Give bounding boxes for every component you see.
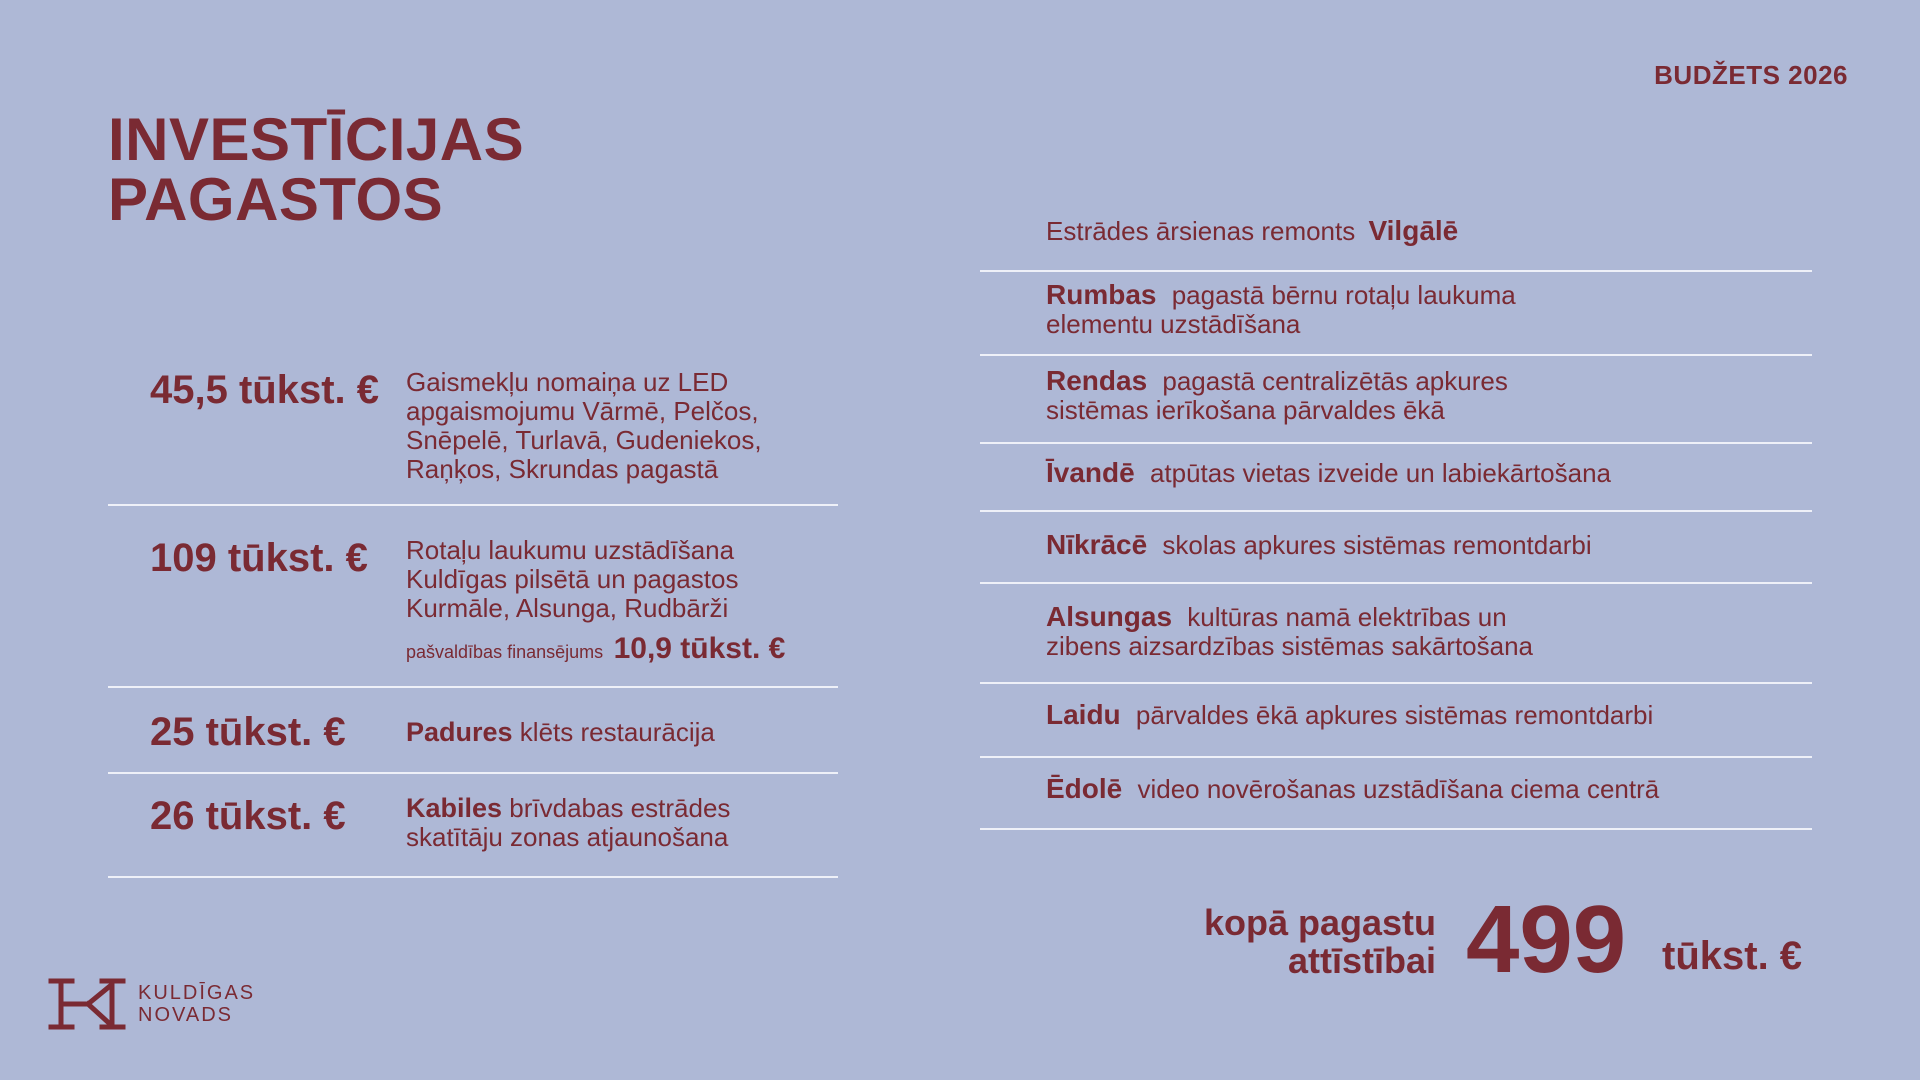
list-item [108,506,838,688]
list-item [980,356,1812,444]
description-line: apgaismojumu Vārmē, Pelčos, [406,396,759,426]
kuldiga-logo-icon [48,978,126,1030]
left-investment-list [108,352,838,878]
description-line: elementu uzstādīšana [1046,309,1301,339]
investment-description [406,794,828,852]
description-text: video novērošanas uzstādīšana ciema centrā [1137,774,1660,804]
list-item [108,688,838,774]
list-item [980,206,1812,272]
investment-description [1046,366,1792,425]
total-unit: tūkst. € [1662,934,1803,978]
list-item [980,584,1812,684]
list-item [980,758,1812,830]
investment-amount: 26 tūkst. € [150,794,346,838]
description-line: sistēmas ierīkošana pārvaldes ēkā [1046,395,1445,425]
page-title-line1: INVESTĪCIJAS [108,106,525,173]
investment-description [1046,530,1792,560]
description-text: pagastā centralizētās apkures [1162,366,1508,396]
description-text: klēts restaurācija [519,717,715,747]
logo-line1: KULDĪGAS [138,982,256,1004]
investment-description [1046,216,1792,246]
municipal-funding [406,632,785,666]
investment-amount: 109 tūkst. € [150,536,368,580]
description-line: Snēpelē, Turlavā, Gudeniekos, [406,425,762,455]
location-name: Rumbas [1046,279,1157,310]
description-line: skatītāju zonas atjaunošana [406,822,729,852]
description-text: skolas apkures sistēmas remontdarbi [1162,530,1592,560]
location-name: Nīkrācē [1046,529,1148,560]
investment-description [406,718,828,747]
total-label-line2: attīstībai [1287,940,1436,981]
location-name: Rendas [1046,365,1148,396]
investment-amount: 45,5 tūkst. € [150,368,380,412]
investment-description [1046,774,1792,804]
description-line: Rotaļu laukumu uzstādīšana [406,535,735,565]
location-name: Alsungas [1046,601,1173,632]
location-name: Laidu [1046,699,1121,730]
location-name: Kabiles [406,793,503,823]
funding-value: 10,9 tūkst. € [613,632,786,665]
investment-description [1046,700,1792,730]
investment-description [406,536,828,623]
investment-description [406,368,828,484]
description-text: kultūras namā elektrības un [1187,602,1507,632]
logo-line2: NOVADS [138,1004,233,1026]
description-text: pagastā bērnu rotaļu laukuma [1171,280,1516,310]
logo-text [138,982,255,1026]
description-text: brīvdabas estrādes [509,793,731,823]
description-line: zibens aizsardzības sistēmas sakārtošana [1046,631,1534,661]
location-name: Padures [406,717,513,747]
list-item [980,444,1812,512]
list-item [108,774,838,878]
total-label-line1: kopā pagastu [1203,902,1436,943]
budget-year-tag: BUDŽETS 2026 [1654,60,1848,90]
description-line: Kurmāle, Alsunga, Rudbārži [406,593,729,623]
description-line: Gaismekļu nomaiņa uz LED [406,367,729,397]
investment-amount: 25 tūkst. € [150,710,346,754]
description-line: Kuldīgas pilsētā un pagastos [406,564,739,594]
investment-description [1046,280,1792,339]
right-investment-list [980,206,1812,830]
location-name: Ēdolē [1046,773,1123,804]
investment-description [1046,602,1792,661]
page-title-line2: PAGASTOS [108,166,444,233]
description-text: Estrādes ārsienas remonts [1046,216,1356,246]
location-name: Īvandē [1046,457,1135,488]
list-item [980,272,1812,356]
total-label [1204,904,1436,980]
description-line: Raņķos, Skrundas pagastā [406,454,719,484]
description-text: atpūtas vietas izveide un labiekārtošana [1149,458,1612,488]
funding-label: pašvaldības finansējums [406,642,604,662]
investment-description [1046,458,1792,488]
description-text: pārvaldes ēkā apkures sistēmas remontdarbi [1135,700,1654,730]
kuldiga-logo [48,978,255,1030]
list-item [980,512,1812,584]
total-value: 499 [1466,886,1627,993]
list-item [980,684,1812,758]
list-item [108,352,838,506]
page-title [108,106,525,233]
location-name: Vilgālē [1368,215,1459,246]
